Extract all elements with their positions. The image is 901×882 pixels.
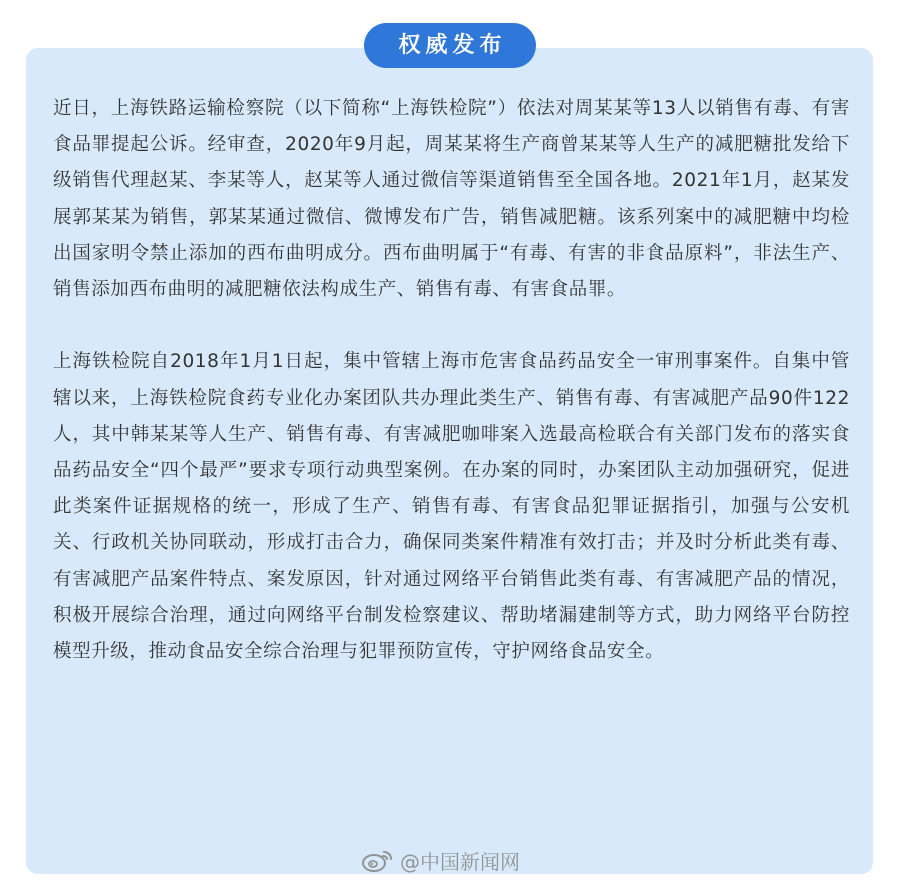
- source-watermark: [360, 846, 520, 874]
- watermark-text: @中国新闻网: [400, 849, 520, 874]
- weibo-icon: [360, 847, 394, 873]
- article-body: [53, 91, 850, 670]
- article-paragraph-2: 上海铁检院自2018年1月1日起，集中管辖上海市危害食品药品安全一审刑事案件。自集中管辖以来，上海铁检院食药专业化办案团队共办理此类生产、销售有毒、有害减肥产品90件122人，其中韩某某等人生产、销售有毒、有害减肥咖啡案入选最高检联合有关部门发布的落实食品药品安全“四个最严”要求专项行动典型案例。在办案的同时，办案团队主动加强研究，促进此类案件证据规格的统一，形成了生产、销售有毒、有害食品犯罪证据指引，加强与公安机关、行政机关协同联动，形成打击合力，确保同类案件精准有效打击；并及时分析此类有毒、有害减肥产品案件特点、案发原因，针对通过网络平台销售此类有毒、有害减肥产品的情况，积极开展综合治理，通过向网络平台制发检察建议、帮助堵漏建制等方式，助力网络平台防控模型升级，推动食品安全综合治理与犯罪预防宣传，守护网络食品安全。: [53, 351, 850, 663]
- article-paragraph-1: 近日，上海铁路运输检察院（以下简称“上海铁检院”）依法对周某某等13人以销售有毒、有害食品罪提起公诉。经审查，2020年9月起，周某某将生产商曾某某等人生产的减肥糖批发给下级销售代理赵某、李某等人，赵某等人通过微信等渠道销售至全国各地。2021年1月，赵某发展郭某某为销售，郭某某通过微信、微博发布广告，销售减肥糖。该系列案中的减肥糖中均检出国家明令禁止添加的西布曲明成分。西布曲明属于“有毒、有害的非食品原料”，非法生产、销售添加西布曲明的减肥糖依法构成生产、销售有毒、有害食品罪。: [53, 98, 850, 301]
- section-badge: 权威发布: [364, 23, 536, 68]
